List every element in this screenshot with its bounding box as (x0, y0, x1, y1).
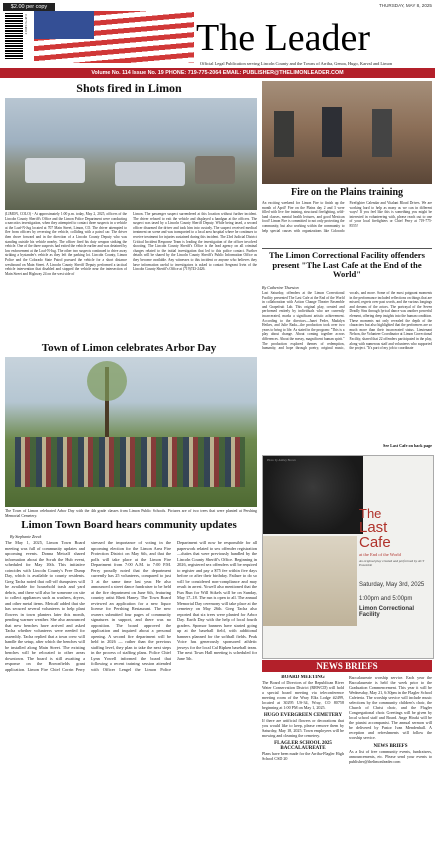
fire-training-headline: Fire on the Plains training (290, 187, 404, 198)
last-cafe-see-more: See Last Cafe on back page (383, 443, 432, 448)
ad-time: 1:00pm and 5:00pm (359, 596, 413, 602)
news-briefs-text: As a list of free community events, fundraisers, announcements, etc. Please send your events to publisher@thelimonleader.com (349, 749, 432, 764)
hugo-title: HUGO EVERGREEN CEMETERY (263, 713, 343, 718)
shots-fired-body-left: (LIMON, COLO) - At approximately 1:00 p.m. today, May 2, 2025, officers of the Lincoln County Sheriff's Office and the Limon Police Department were conducting a narcotics investigation, when they attempted to contact three suspects in a vehicle at the Loaf-N-Jug located at 707 Main Street, Limon, CO. The driver attempted to flee from officers by reversing the vehicle, colliding with a patrol car. The driver then drove forward and in the direction of a Lincoln County Deputy who was standing outside his vehicle nearby. The officer fired his duty weapon striking the vehicle. One of the three suspects had exited the vehicle earlier and was detained by law enforcement at the Loaf-N-Jug. The other two suspects continued to drive away striking a bystander's vehicle as they left the parking lot. Lincoln County, Limon Police and the Colorado State Patrol pursued the vehicle for a short distance westbound on Main Street. A Lincoln County Sheriff Deputy performed a tactical vehicle intervention that disabled and stopped the vehicle near the intersection of Main Street and Highway 24 on the west side of (5, 212, 127, 276)
town-board-body: The May 1, 2025, Limon Town Board meeting was full of community updates and upcoming events. Donna Metcalf shared information about the Scrub the Hub event, scheduled for May 10th. This initiative coincides with Lincoln County's Free Dump Day, which is available to county residents. Greg Tacha noted that roll-off dumpsters will be available for household trash and yard debris, and there will also be someone on site to collect appliances such as washers, dryers, and other metal items. Metcalf added that she has secured several volunteers to help plant flowers in town planters later this month, pending warmer weather. She also announced that new benches have arrived and asked Tacha whether volunteers were needed for assembly. Tacha replied that a town crew will handle the setup, after which the benches will be installed along Main Street. The existing benches will be relocated to other areas downtown. The board is still awaiting a response on the Brownfields grant application. Limon Fire Chief Corrin Perry stressed the importance of voting in the upcoming election for the Limon Area Fire Protection District on May 6th, and that the polls will take place at the Limon Fire Department from 7:00 A.M. to 7:00 P.M. Perry proudly noted that the department currently has 25 volunteers, compared to just 3 at the same time last year. He also announced a street dance fundraiser to be held at the fire department on June 6th, featuring country artist Rhett Haney. The Town Board reviewed an application for a new liquor license for Pershing Restaurant. The new owners submitted four pages of community signatures in support, and there was no opposition. The board approved the application and inquired about a personal opening. A second fire department will be held in 2026 — rather than the previous staffing level, they plan to take the next steps in the process of staffing plans. Police Chief Lynn Yowell informed the board that following a recent training session attended with Officer Lengel the Limon Police Department will now be responsible for all paperwork related to sex offender registration—duties that were previously handled by the Lincoln County Sheriff's Office. Beginning in 2026, registered sex offenders will be required to register and pay a $75 fee within five days before or after their birthday. Failure to do so will be considered non-compliance and may result in arrest. Yowell also mentioned that the Fun Run for Will Stikels will be on Sunday, May 17–18. The run is open to all. The annual Memorial Day ceremony will take place at the cemetery on May 26th. Greg Tacha also reported that six trees were planted for Arbor Day. Earth Day with the help of local fourth graders. Sponsor banners have started going up at the baseball field, with additional banners planned for the softball fields. Peak Voice has generously sponsored athletic jerseys for the local Cal Ripken baseball team. The next Town Hall meeting is scheduled for June 5th. (5, 540, 257, 672)
last-cafe-ad (262, 455, 434, 659)
news-briefs-col-2 (349, 675, 432, 847)
hugo-text: If there are artificial flowers or decorations that you would like to keep, please remove them by Saturday, May 18, 2025. Town employees will be mowing and cleaning the cemetery. (262, 718, 344, 738)
news-briefs-subtitle: NEWS BRIEFS (373, 744, 408, 749)
town-board-byline: By Stephanie Zeeck (10, 534, 42, 539)
arbor-day-headline: Town of Limon celebrates Arbor Day (41, 342, 217, 354)
masthead-title: The Leader (196, 17, 371, 59)
ad-title-2: Last (359, 519, 388, 536)
shots-fired-headline: Shots fired in Limon (76, 81, 182, 95)
ad-date: Saturday, May 3rd, 2025 (359, 582, 425, 588)
ad-subtitle: at the End of the World (359, 552, 401, 557)
volume-bar: Volume No. 114 Issue No. 19 PHONE: 719-775-2064 EMAIL: PUBLISHER@THELIMONLEADER.COM (0, 68, 435, 78)
ad-title-1: The (359, 506, 382, 521)
ad-venue: Limon Correctional Facility (359, 606, 415, 618)
masthead-tagline: Official Legal Publication serving Lincoln County and the Towns of Arriba, Genoa, Hugo, Karval and Limon (199, 61, 393, 66)
fire-training-photo (262, 81, 432, 184)
board-meeting-text: The Board of Directors of the Republican River Water Conservation District (RRWCD) will hold a special board meeting via teleconference meeting room of the Wray Elks Lodge #2499, located at 30295 US-34, Wray, CO 80758 beginning at 1:00 PM on May 1, 2025. (262, 680, 344, 710)
barcode-number: 0 48776 54865 9 (24, 14, 28, 35)
ad-title-3: Cafe (359, 534, 391, 551)
news-briefs-col-1 (262, 675, 344, 847)
last-cafe-byline: By Catherine Thurston (262, 285, 299, 290)
flag-graphic (34, 11, 194, 63)
town-board-headline: Limon Town Board hears community updates (21, 519, 237, 531)
flagler-text: Plans have been made for the Arriba-Flagler High School CSD 20 (262, 751, 344, 761)
ad-desc: An original play created and performed by ACT Ensemble (359, 559, 425, 567)
divider (262, 248, 432, 249)
shots-fired-photo (5, 98, 257, 210)
shots-fired-body-mid: Limon. The passenger suspect surrendered at this location without further incident. The driver refused to exit the vehicle and displayed a handgun at the officers. The suspect was tased by a Lincoln County Sheriff Deputy. While being tased, a second officer disarmed the driver and took him into custody. The suspect received medical treatment on scene and was transported to a local area hospital where he continues to receive treatment for injuries sustained during this incident. The 23rd Judicial District Critical Incident Response Team is leading the investigation of the officer involved shooting. The Lincoln County Sheriff's Office is the lead agency on all criminal charges related to the initial investigation that led to this police contact. Further details will be shared by the Lincoln County Sheriff's Public Information Office as they become available. Any witnesses to this incident or anyone who believes they have information useful to investigators is asked to contact Sergeant Irvin of the Lincoln County Sheriff's Office at (719)743-2426. (133, 212, 257, 272)
arbor-day-caption: The Town of Limon celebrated Arbor Day with the 4th grade classes from Limon Public Schools. Pictures are of two trees that were planted at Pershing Memorial Cemetery. (5, 509, 257, 518)
arbor-day-photo (5, 357, 257, 507)
news-briefs-header: NEWS BRIEFS (262, 660, 432, 672)
flagler-title: FLAGLER SCHOOL 2025 BACCALAUREATE (274, 741, 332, 751)
ad-credit: Photo by Ashley Brown (267, 458, 296, 462)
last-cafe-body: Last Saturday, offenders at the Limon Correctional Facility presented The Last Cafe at the End of the World in collaboration with Action Change Theater Ensemble and Grapefruit Lab. This original play, created and performed entirely by individuals who are currently incarcerated, marks a significant artistic achievement. According to the directors—Janet Feder, Madalyn Heikes, and Julie Rada—the production took over two years to bring to life. As stated in the program: "This is a play about change. About coming together across differences. About the messy, magnificent human spirit." The production explored themes of redemption, humanity, and hope through poetry, original music, vocals, and more. Some of the most poignant moments in the performance included reflections on things that are missed, regrets over past words, and the various longings and dreams of the actors. The portrayal of the Seven Deadly Sins through lyrical dance was another powerful element, offering deep insights into the human condition. These moments not only revealed the depth of the characters but also highlighted that the performers are so much more than their incarcerated status. Lieutenant Nelson, the Volunteer Coordinator at Limon Correctional Facility, shared that 22 offenders participated in the play, along with numerous staff and volunteers who supported the project. "It's part of my job to coordinate (262, 291, 432, 351)
barcode (5, 13, 23, 59)
last-cafe-headline: The Limon Correctional Facility offenders present "The Last Cafe at the End of the World" (269, 250, 425, 279)
board-meeting-title: BOARD MEETING (281, 675, 325, 680)
ad-stage-graphic (263, 536, 357, 626)
issue-date: THURSDAY, MAY 8, 2025 (378, 3, 432, 8)
fire-training-body: An exciting weekend for Limon Fire to finish up the month of April! Fire on the Plains day 2 and 3 were filled with live fire training, structural firefighting, wild-land classes, mental health lectures, and good Mexican food! Limon Fire is committed to not only protecting the community, but also working within the community to help special causes with organizations like Colorado Firefighter Calendar and Vitalant Blood Drives. We are working hard to help as many as we can in different ways! If you feel like this is something you might be interested in volunteering with, please reach out to one of your local firefighters or Chief Perry at 719-775-8555! (262, 201, 432, 233)
baccalaureate-text: Baccalaureate worship service. Each year the Baccalaureate is held the week prior to the Graduation Commencement. This year it will be Wednesday, May 21, 6:30pm in the Flagler School Cafeteria. The worship service will include music selections by the community children's choir, the Church of Christ choir, and the Flagler Congregational choir. Greetings will be given by local school staff and Board. Ange Hiraki will be the pianist accompanist. The annual sermon will be delivered by Pastor Ivan Mendenhall. A reception and refreshments will follow the worship service. (349, 675, 432, 740)
price-box: $2.00 per copy (3, 3, 55, 11)
